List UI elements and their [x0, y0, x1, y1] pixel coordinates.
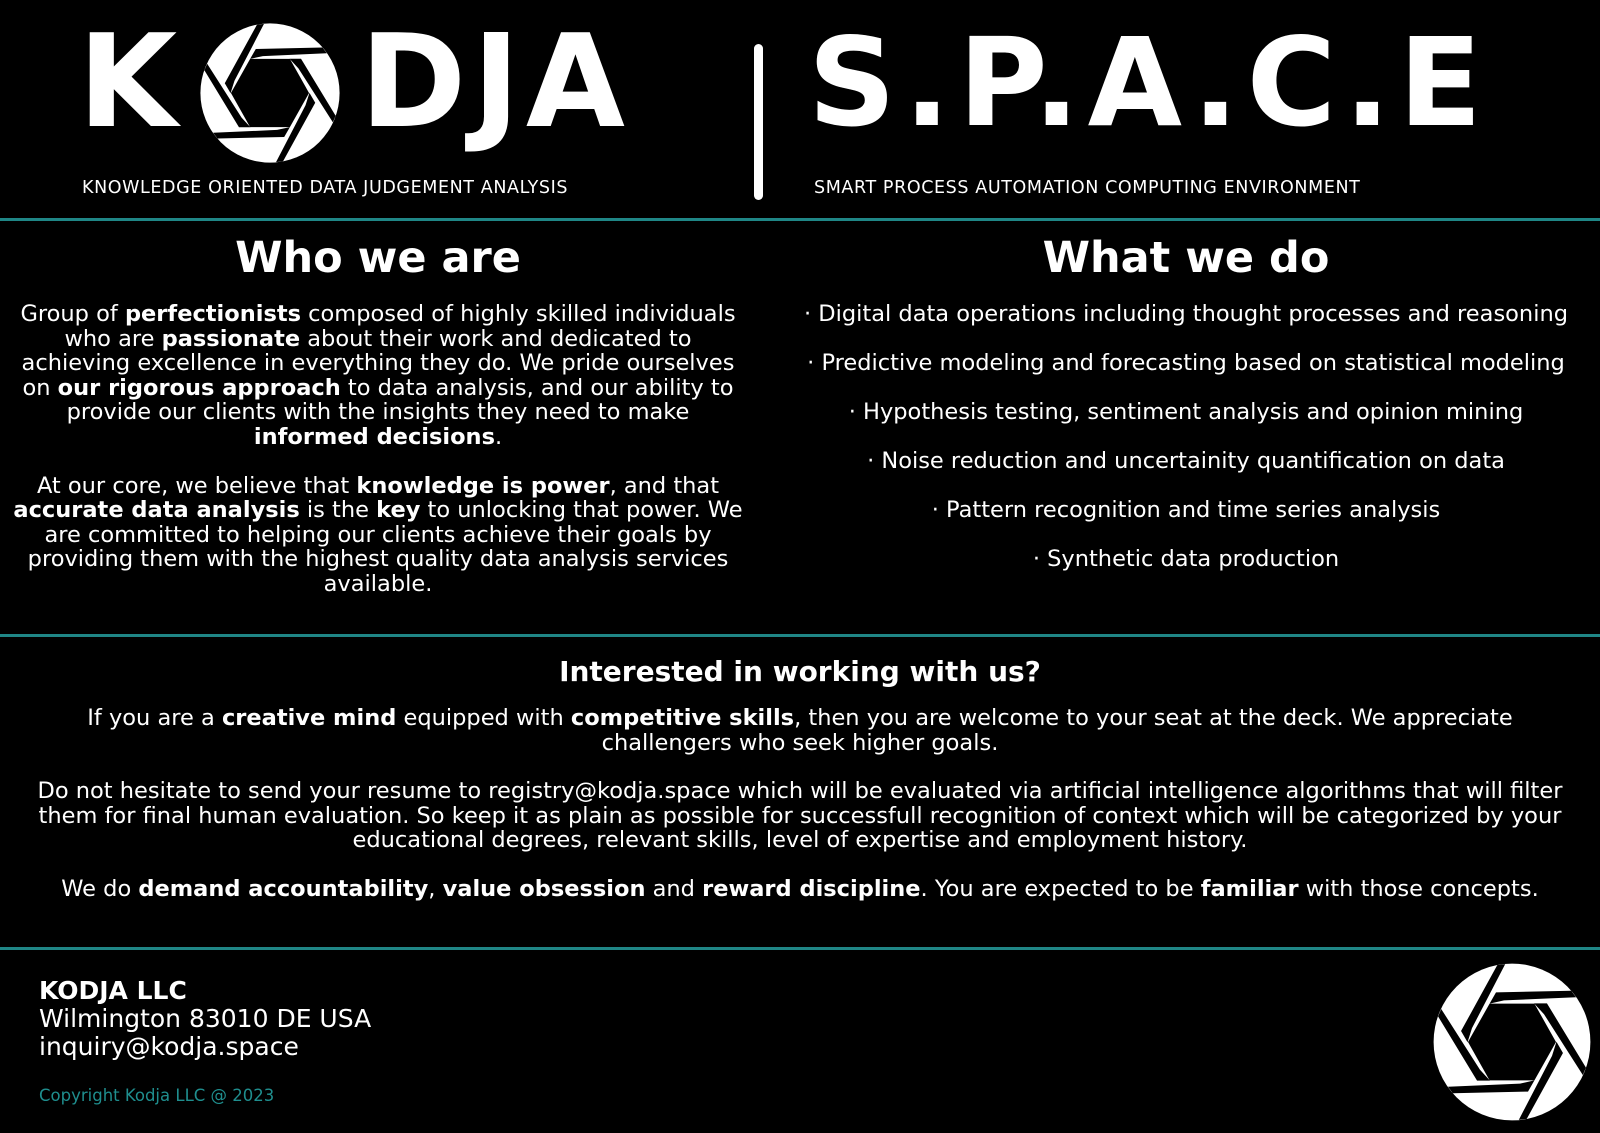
- who-we-are-title: Who we are: [235, 233, 521, 283]
- body-text: We do: [61, 875, 139, 902]
- company-address: Wilmington 83010 DE USA: [39, 1004, 372, 1033]
- careers-paragraph-2: [10, 779, 1590, 853]
- emphasis-text: creative mind: [221, 705, 397, 731]
- body-text: composed of highly skilled individuals who are: [64, 301, 736, 352]
- emphasis-text: demand accountability: [138, 875, 429, 902]
- what-we-do-title: What we do: [1042, 233, 1330, 283]
- logo-letters-dja: DJA: [360, 8, 631, 157]
- service-item: · Synthetic data production: [1032, 546, 1340, 572]
- body-text: and: [645, 875, 703, 902]
- who-we-are-paragraph-1: [10, 302, 746, 450]
- emphasis-text: our rigorous approach: [57, 374, 341, 401]
- service-item: · Predictive modeling and forecasting based on statistical modeling: [807, 350, 1565, 376]
- emphasis-text: perfectionists: [124, 301, 301, 327]
- aperture-icon: [199, 22, 341, 164]
- logo-divider: [754, 44, 763, 200]
- body-text: Do not hesitate to send your resume to registry@kodja.space which will be evaluated via artificial intelligence algorithms that will filter them for final human evaluation. So keep it as plain as possible for successfull recognition of context which will be categorized by your educational degrees, relevant skills, level of expertise and employment history.: [37, 778, 1563, 854]
- body-text: with those concepts.: [1298, 875, 1539, 902]
- body-text: , and that: [609, 472, 720, 499]
- section-divider: [0, 634, 1600, 637]
- tagline-space: SMART PROCESS AUTOMATION COMPUTING ENVIRONMENT: [814, 178, 1361, 198]
- emphasis-text: competitive skills: [570, 705, 795, 731]
- emphasis-text: knowledge is power: [356, 472, 610, 499]
- body-text: .: [494, 423, 503, 450]
- emphasis-text: familiar: [1200, 875, 1299, 902]
- body-text: equipped with: [396, 705, 571, 731]
- logo-row: [0, 8, 1600, 157]
- service-item: · Digital data operations including thought processes and reasoning: [803, 301, 1568, 327]
- emphasis-text: key: [376, 497, 421, 524]
- emphasis-text: accurate data analysis: [13, 497, 300, 524]
- emphasis-text: reward discipline: [702, 875, 921, 902]
- emphasis-text: passionate: [161, 325, 301, 352]
- section-divider: [0, 218, 1600, 221]
- body-text: If you are a: [87, 705, 222, 731]
- body-text: At our core, we believe that: [36, 472, 357, 499]
- logo-letter-k: K: [78, 8, 182, 157]
- contact-email: inquiry@kodja.space: [39, 1032, 299, 1061]
- service-item: · Hypothesis testing, sentiment analysis and opinion mining: [848, 399, 1524, 425]
- aperture-icon: [1432, 962, 1592, 1122]
- footer-contact: [39, 977, 371, 1061]
- careers-paragraph-3: [10, 877, 1590, 902]
- header: [0, 0, 1600, 220]
- body-text: ,: [428, 875, 443, 902]
- copyright: Copyright Kodja LLC @ 2023: [39, 1086, 275, 1105]
- tagline-kodja: KNOWLEDGE ORIENTED DATA JUDGEMENT ANALYSIS: [82, 178, 569, 198]
- what-we-do-section: [786, 228, 1586, 596]
- careers-paragraph-1: [60, 706, 1540, 755]
- logo-space: S.P.A.C.E: [808, 12, 1490, 154]
- careers-title: Interested in working with us?: [559, 655, 1041, 688]
- section-divider: [0, 947, 1600, 950]
- service-item: · Pattern recognition and time series analysis: [931, 497, 1441, 523]
- company-name: KODJA LLC: [39, 976, 187, 1005]
- emphasis-text: informed decisions: [253, 423, 495, 450]
- body-text: to data analysis, and our ability to provide our clients with the insights they need to make: [66, 374, 734, 426]
- body-text: is the: [299, 497, 377, 524]
- emphasis-text: value obsession: [442, 875, 646, 902]
- who-we-are-section: [10, 228, 746, 621]
- body-text: Group of: [20, 301, 125, 327]
- body-text: . You are expected to be: [920, 875, 1201, 902]
- body-text: , then you are welcome to your seat at the deck. We appreciate challengers who seek higher goals.: [601, 705, 1513, 756]
- services-list: [786, 302, 1586, 572]
- who-we-are-paragraph-2: [10, 474, 746, 597]
- body-text: to unlocking that power. We are committed to helping our clients achieve their goals by providing them with the highest quality data analysis services available.: [27, 497, 743, 597]
- careers-section: [0, 652, 1600, 926]
- body-text: about their work and dedicated to achieving excellence in everything they do. We pride ourselves on: [21, 325, 735, 401]
- service-item: · Noise reduction and uncertainity quantification on data: [867, 448, 1505, 474]
